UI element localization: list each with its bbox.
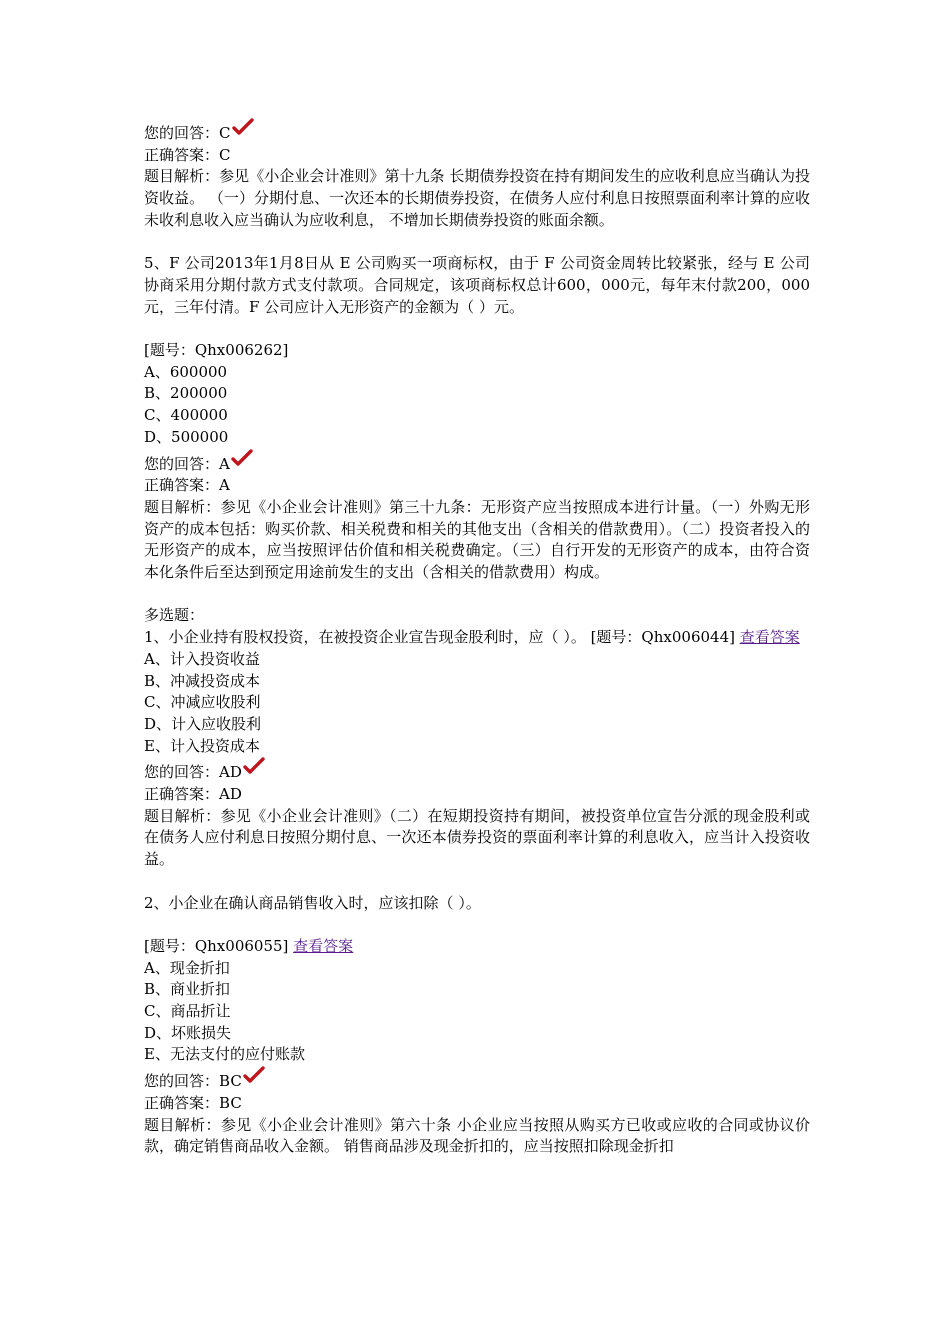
question-stem: 2、小企业在确认商品销售收入时，应该扣除（ ）。 — [144, 893, 481, 912]
option-b: B、商业折扣 — [144, 980, 231, 999]
your-answer-row: 您的回答：BC — [144, 1066, 810, 1093]
correct-answer-value: AD — [219, 785, 242, 804]
view-answer-link[interactable]: 查看答案 — [293, 936, 354, 955]
correct-answer-value: BC — [219, 1093, 242, 1112]
checkmark-icon — [243, 1066, 265, 1084]
your-answer-row: 您的回答：AD — [144, 757, 810, 784]
correct-answer-value: A — [219, 476, 230, 495]
question-stem: 5、F 公司2013年1月8日从 E 公司购买一项商标权，由于 F 公司资金周转比较紧张，经与 E 公司协商采用分期付款方式支付款项。合同规定，该项商标权总计600，000元，每年末付款200，000元，三年付清。F 公司应计入无形资产的金额为（ ）元。 — [144, 254, 810, 316]
option-a: A、计入投资收益 — [144, 649, 260, 668]
checkmark-icon — [243, 757, 265, 775]
option-c: C、商品折让 — [144, 1002, 231, 1021]
explanation-text: 题目解析：参见《小企业会计准则》第三十九条：无形资产应当按照成本进行计量。（一）外购无形资产的成本包括：购买价款、相关税费和相关的其他支出（含相关的借款费用）。（二）投资者投入的无形资产的成本，应当按照评估价值和相关税费确定。（三）自行开发的无形资产的成本，由符合资本化条件后至达到预定用途前发生的支出（含相关的借款费用）构成。 — [144, 497, 810, 582]
question-id: [题号：Qhx006262] — [144, 341, 289, 359]
option-d: D、坏账损失 — [144, 1023, 232, 1042]
question-stem: 1、小企业持有股权投资，在被投资企业宣告现金股利时，应（ ）。 [题号：Qhx006044] 查看答案 — [144, 628, 800, 647]
explanation-text: 题目解析：参见《小企业会计准则》第六十条 小企业应当按照从购买方已收或应收的合同或协议价款，确定销售商品收入金额。 销售商品涉及现金折扣的，应当按照扣除现金折扣 — [144, 1115, 810, 1156]
option-d: D、计入应收股利 — [144, 714, 262, 733]
document-page — [144, 118, 810, 1158]
correct-answer-row: 正确答案：AD — [144, 785, 242, 804]
option-c: C、冲减应收股利 — [144, 693, 261, 712]
checkmark-icon — [232, 118, 254, 136]
your-answer-value: C — [219, 124, 231, 142]
your-answer-value: AD — [219, 763, 242, 782]
your-answer-row: 您的回答：C — [144, 118, 810, 145]
correct-answer-row: 正确答案：A — [144, 476, 230, 495]
correct-answer-row: 正确答案：BC — [144, 1093, 242, 1112]
option-a: A、现金折扣 — [144, 958, 230, 977]
explanation-text: 题目解析：参见《小企业会计准则》第十九条 长期债券投资在持有期间发生的应收利息应当确认为投资收益。 （一）分期付息、一次还本的长期债券投资，在债务人应付利息日按照票面利率计算的应收未收利息收入应当确认为应收利息， 不增加长期债券投资的账面余额。 — [144, 167, 810, 229]
section-title: 多选题： — [144, 606, 205, 625]
checkmark-icon — [231, 449, 253, 467]
option-d: D、500000 — [144, 427, 229, 446]
explanation-text: 题目解析：参见《小企业会计准则》（二）在短期投资持有期间，被投资单位宣告分派的现金股利或在债务人应付利息日按照分期付息、一次还本债券投资的票面利率计算的利息收入，应当计入投资收益。 — [144, 806, 810, 869]
option-b: B、200000 — [144, 384, 228, 403]
view-answer-link[interactable]: 查看答案 — [739, 628, 800, 647]
correct-answer-row: 正确答案：C — [144, 145, 231, 164]
your-answer-value: A — [219, 454, 230, 473]
option-e: E、无法支付的应付账款 — [144, 1045, 305, 1064]
option-b: B、冲减投资成本 — [144, 671, 261, 690]
your-answer-row: 您的回答：A — [144, 449, 810, 476]
question-id-row: [题号：Qhx006055] 查看答案 — [144, 936, 354, 955]
your-answer-value: BC — [219, 1072, 242, 1091]
option-c: C、400000 — [144, 406, 228, 425]
option-e: E、计入投资成本 — [144, 736, 260, 755]
correct-answer-value: C — [219, 145, 231, 164]
option-a: A、600000 — [144, 362, 228, 381]
